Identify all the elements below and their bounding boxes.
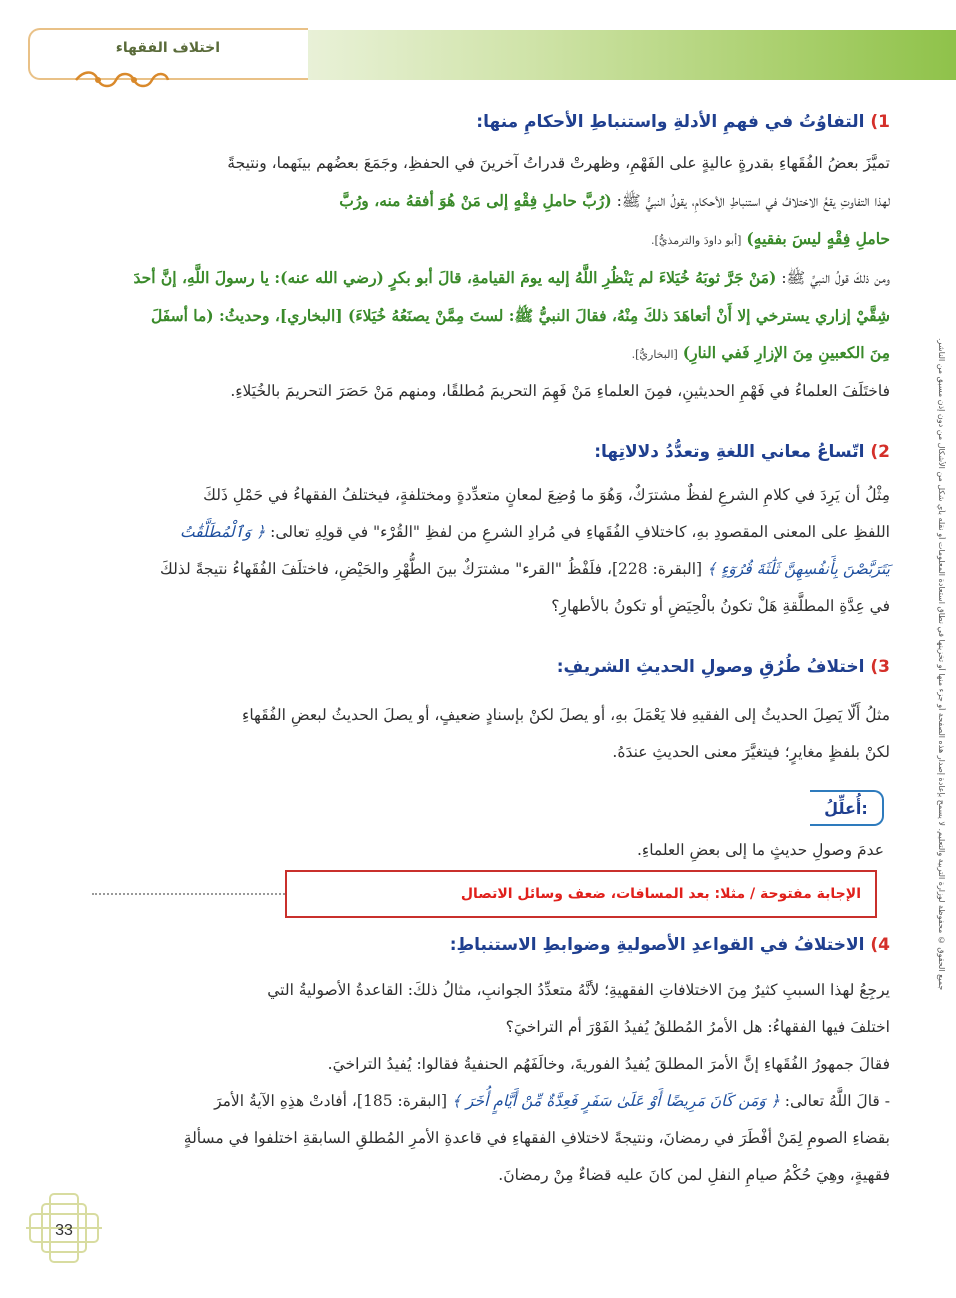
text-span: - قالَ اللَّهُ تعالى: bbox=[779, 1092, 890, 1110]
text-line: اختلفَ فيها الفقهاءُ: هل الأمرُ المُطلقُ يُفيدُ الفَوْرَ أم التراخيَ؟ bbox=[505, 1018, 890, 1036]
text-line: تميَّزَ بعضُ الفُقَهاءِ بقدرةٍ عاليةٍ على الفَهْمِ، وظهرتْ قدراتُ آخرينَ في الحفظِ، وجَمَعَ بعضُهم بينَهما، ونتيجةً bbox=[227, 154, 890, 172]
text-line: فقالَ جمهورُ الفُقَهاءِ إنَّ الأمرَ المطلقَ يُفيدُ الفوريةَ، وخالَفَهُم الحنفيةُ فقالوا: يُفيدُ التراخيَ. bbox=[327, 1055, 890, 1073]
section-1-heading bbox=[476, 112, 890, 132]
think-label: أُعلِّلُ: bbox=[810, 790, 884, 826]
citation: [أبو داودَ والترمذيُّ]. bbox=[651, 234, 742, 247]
text-span: اللفظِ على المعنى المقصودِ بهِ، كاختلافِ الفُقَهاءِ في مُرادِ الشرعِ من لفظِ "القُرْء" في قولِهِ تعالى: bbox=[265, 523, 890, 541]
section-4-title: الاختلافُ في القواعدِ الأصوليةِ وضوابطِ الاستنباطِ: bbox=[449, 935, 865, 955]
text-line bbox=[80, 182, 890, 220]
section-2-number: 2) bbox=[870, 442, 890, 462]
text-line: مثلُ أَلّا يَصِلَ الحديثُ إلى الفقيهِ فلا يَعْمَلَ بهِ، أو يصلَ لكنْ بإسنادٍ ضعيفٍ، أو يصلَ الحديثُ لبعضِ الفُقَهاءِ bbox=[242, 706, 890, 724]
section-4-heading bbox=[450, 935, 890, 955]
text-line: في عِدَّةِ المطلَّقةِ هَلْ تكونُ بالْحِيَضِ أو تكونُ بالأطهارِ؟ bbox=[551, 597, 890, 615]
hadith-quote: (مَنْ جَرَّ ثوبَهُ خُيَلاءَ لم يَنْظُرِ اللَّهُ إليه يومَ القيامةِ، قالَ أبو بكرٍ (رضي الله عنه): يا رسولَ اللَّهِ، إنَّ أحدَ bbox=[133, 268, 777, 287]
text-span: [البقرة: 185]، أفادتْ هذِهِ الآيةُ الأمرَ bbox=[214, 1092, 452, 1110]
section-4-body bbox=[80, 972, 890, 1194]
quran-verse: ﴿ وَٱلْمُطَلَّقَٰتُ bbox=[180, 523, 266, 541]
text-span: ومن ذلكَ قولُ النبيِّ ﷺ: bbox=[776, 269, 890, 287]
answer-text: الإجابة مفتوحة / مثلا: بعد المسافات، ضعف وسائل الاتصال bbox=[460, 886, 861, 902]
text-line: يرجِعُ لهذا السببِ كثيرٌ مِنَ الاختلافاتِ الفقهيةِ؛ لأنَّهُ متعدِّدُ الجوانبِ، مثالُ ذلكَ: القاعدةُ الأصوليةُ التي bbox=[267, 981, 890, 999]
text-line bbox=[80, 1083, 890, 1120]
text-line: مِثْلُ أن يَرِدَ في كلامِ الشرعِ لفظٌ مشترَكٌ، وَهُوَ ما وُضِعَ لمعانٍ متعدِّدةٍ ومختلفةٍ، فيختلفُ الفقهاءُ في حَمْلِ ذَلكَ bbox=[203, 486, 890, 504]
header-band bbox=[305, 30, 956, 80]
section-1-body bbox=[80, 145, 890, 410]
section-2-body bbox=[80, 477, 890, 625]
copyright-note: جميع الحقوق © محفوظة لوزارة التربية والتعليم. لا يسمح بإعادة إصدار هذه الصفحة أو جزء منها أو تخزينها في نطاق استعادة المعلومات أو نقله بأي شكل من الأشكال من دون إذن مسبق من الناشر. bbox=[937, 337, 946, 990]
text-span: لهذا التفاوتِ يقعُ الاختلافُ في استنباطِ الأحكامِ، يقولُ النبيُّ ﷺ: bbox=[611, 192, 890, 210]
page-number: 33 bbox=[55, 1222, 73, 1239]
text-line: فقهيةٍ، وهِيَ حُكْمُ صيامِ النفلِ لمن كانَ عليه قضاءٌ مِنْ رمضانَ. bbox=[498, 1166, 890, 1184]
section-2-heading bbox=[594, 442, 890, 462]
answer-line bbox=[92, 893, 288, 895]
text-line bbox=[80, 334, 890, 373]
answer-box[interactable] bbox=[285, 870, 877, 918]
text-line bbox=[80, 259, 890, 297]
quran-verse: يَتَرَبَّصْنَ بِأَنفُسِهِنَّ ثَلَٰثَةَ قُرُوٓءٍ ﴾ bbox=[706, 560, 890, 578]
text-line bbox=[80, 514, 890, 551]
section-3-number: 3) bbox=[870, 657, 890, 677]
hadith-quote: (رُبَّ حاملِ فِقْهٍ إلى مَنْ هُوَ أفقهُ منه، ورُبَّ bbox=[339, 191, 612, 210]
hadith-quote: مِنَ الكعبينِ مِنَ الإزارِ فَفي النارِ) bbox=[682, 343, 890, 362]
section-1-number: 1) bbox=[870, 112, 890, 132]
think-question bbox=[284, 832, 884, 869]
text-line bbox=[80, 551, 890, 588]
text-span: [البقرة: 228]، فلَفْظُ "القرء" مشترَكٌ بينَ الطُّهْرِ والحَيْضِ، فاختلَفَ الفُقَهاءُ نتيجةً لذلكَ bbox=[160, 560, 707, 578]
hadith-quote: حاملِ فِقْهٍ ليسَ بفقيهٍ) bbox=[746, 229, 890, 248]
section-3-title: اختلافُ طُرُقِ وصولِ الحديثِ الشريفِ: bbox=[556, 657, 865, 677]
section-4-number: 4) bbox=[870, 935, 890, 955]
section-2-title: اتّساعُ معاني اللغةِ وتعدُّدُ دلالاتِها: bbox=[594, 442, 865, 462]
section-3-heading bbox=[557, 657, 890, 677]
hadith-quote: شِقَّيْ إزاري يسترخي إلا أَنْ أتعاهَدَ ذلكَ مِنْهُ، فقالَ النبيُّ ﷺ: لستَ مِمَّنْ يصنَعُهُ خُيَلاءَ) [البخاري]، وحديثُ: (ما أسفَلَ bbox=[151, 306, 890, 325]
text-line: بقضاءِ الصومِ لِمَنْ أفْطَرَ في رمضانَ، ونتيجةً لاختلافِ الفقهاءِ في قاعدةِ الأمرِ المُطلقِ السابقةِ اختلفوا في مسألةٍ bbox=[183, 1129, 890, 1147]
text-line: فاختَلَفَ العلماءُ في فَهْمِ الحديثينِ، فمِنَ العلماءِ مَنْ فَهِمَ التحريمَ مُطلقًا، ومنهم مَنْ حَصَرَ التحريمَ بالخُيَلاءِ. bbox=[230, 382, 890, 400]
section-3-body bbox=[80, 697, 890, 771]
page-title: اختلاف الفقهاء bbox=[115, 40, 220, 56]
ornament-icon bbox=[72, 68, 172, 90]
section-1-title: التفاوُتُ في فهمِ الأدلةِ واستنباطِ الأحكامِ منها: bbox=[476, 112, 865, 132]
text-line: عدمَ وصولِ حديثٍ ما إلى بعضِ العلماءِ. bbox=[636, 841, 884, 859]
citation: [البخاريُّ]. bbox=[631, 348, 678, 361]
text-line: لكنْ بلفظٍ مغايرٍ؛ فيتغيَّرَ معنى الحديثِ عندَهُ. bbox=[612, 743, 890, 761]
quran-verse: ﴿ وَمَن كَانَ مَرِيضًا أَوْ عَلَىٰ سَفَرٍ فَعِدَّةٌ مِّنْ أَيَّامٍ أُخَرَ ﴾ bbox=[451, 1092, 780, 1110]
text-line bbox=[80, 220, 890, 259]
